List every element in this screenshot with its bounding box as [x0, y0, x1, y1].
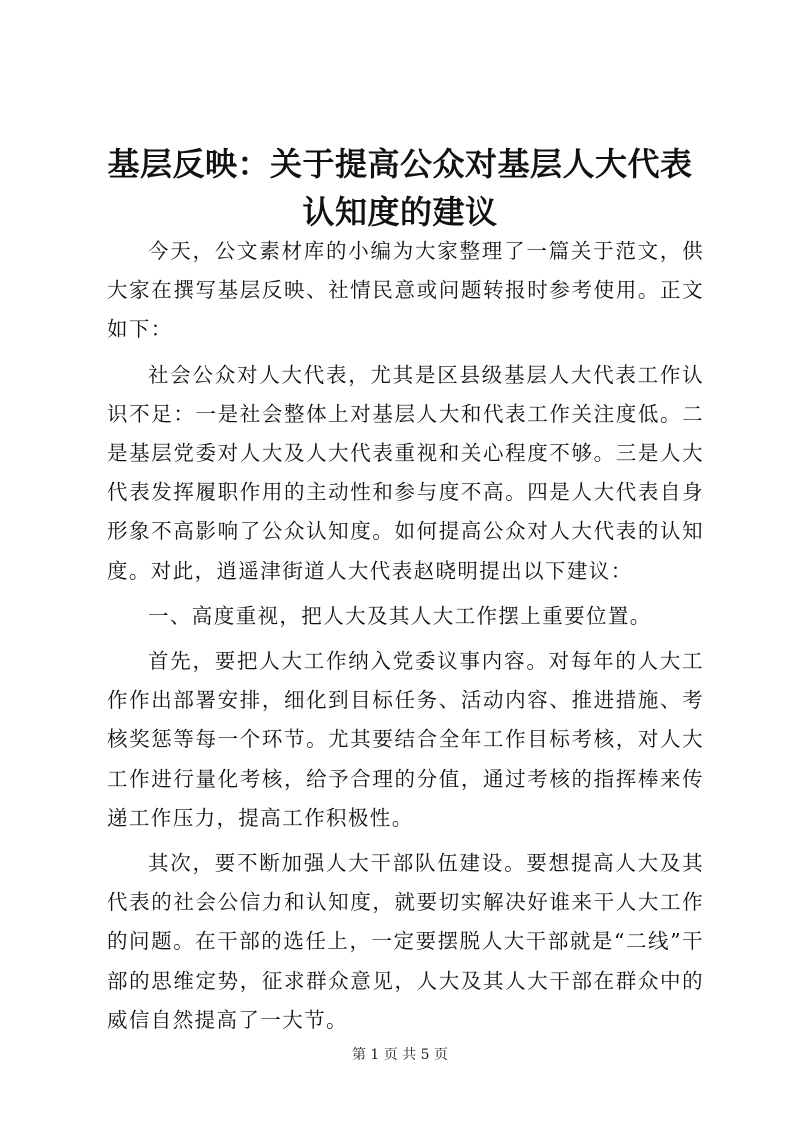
paragraph-intro: 今天，公文素材库的小编为大家整理了一篇关于范文，供大家在撰写基层反映、社情民意或问题转报时参考使用。正文如下： — [107, 239, 704, 342]
page-number-footer: 第 1 页 共 5 页 — [351, 1047, 449, 1063]
paragraph-problems: 社会公众对人大代表，尤其是区县级基层人大代表工作认识不足：一是社会整体上对基层人大和代表工作关注度低。二是基层党委对人大及人大代表重视和关心程度不够。三是人大代表发挥履职作用的主动性和参与度不高。四是人大代表自身形象不高影响了公众认知度。如何提高公众对人大代表的认知度。对此，逍遥津街道人大代表赵晓明提出以下建议： — [107, 362, 704, 583]
paragraph-first: 首先，要把人大工作纳入党委议事内容。对每年的人大工作作出部署安排，细化到目标任务、活动内容、推进措施、考核奖惩等每一个环节。尤其要结合全年工作目标考核，对人大工作进行量化考核，给予合理的分值，通过考核的指挥棒来传递工作压力，提高工作积极性。 — [107, 649, 704, 830]
paragraph-second: 其次，要不断加强人大干部队伍建设。要想提高人大及其代表的社会公信力和认知度，就要切实解决好谁来干人大工作的问题。在干部的选任上，一定要摆脱人大干部就是“二线”干部的思维定势，征求群众意见，人大及其人大干部在群众中的威信自然提高了一大节。 — [107, 851, 704, 1032]
paragraph-heading-one: 一、高度重视，把人大及其人大工作摆上重要位置。 — [148, 603, 652, 628]
document-title: 基层反映：关于提高公众对基层人大代表认知度的建议 — [107, 145, 693, 231]
document-body — [107, 232, 704, 1046]
